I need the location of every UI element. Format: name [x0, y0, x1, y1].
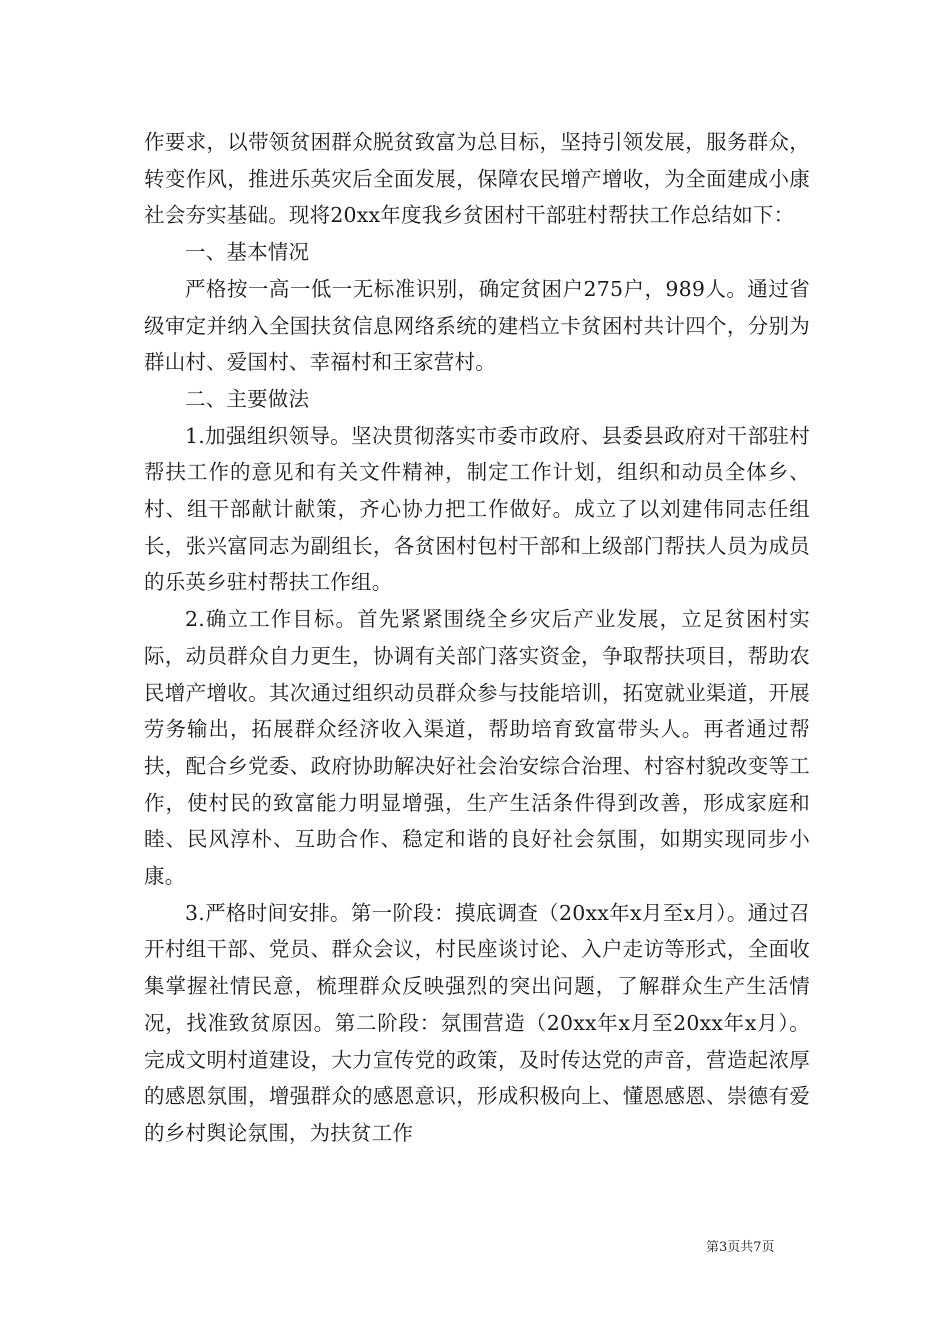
document-body [144, 124, 810, 1152]
section-heading-main-practices: 二、主要做法 [185, 386, 310, 411]
paragraph-basic-situation: 严格按一高一低一无标准识别，确定贫困户275户，989人。通过省级审定并纳入全国扶贫信息网络系统的建档立卡贫困村共计四个，分别为群山村、爱国村、幸福村和王家营村。 [144, 276, 810, 375]
page-number: 第3页共7页 [706, 1240, 775, 1255]
section-heading-basic-situation: 一、基本情况 [185, 240, 310, 265]
paragraph-work-goals: 2.确立工作目标。首先紧紧围绕全乡灾后产业发展，立足贫困村实际，动员群众自力更生，协调有关部门落实资金，争取帮扶项目，帮助农民增产增收。其次通过组织动员群众参与技能培训，拓宽就业渠道，开展劳务输出，拓展群众经济收入渠道，帮助培育致富带头人。再者通过帮扶，配合乡党委、政府协助解决好社会治安综合治理、村容村貌改变等工作，使村民的致富能力明显增强，生产生活条件得到改善，形成家庭和睦、民风淳朴、互助合作、稳定和谐的良好社会氛围，如期实现同步小康。 [144, 607, 810, 889]
paragraph-time-schedule: 3.严格时间安排。第一阶段：摸底调查（20xx年x月至x月）。通过召开村组干部、党员、群众会议，村民座谈讨论、入户走访等形式，全面收集掌握社情民意，梳理群众反映强烈的突出问题，了解群众生产生活情况，找准致贫原因。第二阶段：氛围营造（20xx年x月至20xx年x月）。完成文明村道建设，大力宣传党的政策，及时传达党的声音，营造起浓厚的感恩氛围，增强群众的感恩意识，形成积极向上、懂恩感恩、崇德有爱的乡村舆论氛围，为扶贫工作 [144, 900, 810, 1145]
paragraph-organization-leadership: 1.加强组织领导。坚决贯彻落实市委市政府、县委县政府对干部驻村帮扶工作的意见和有关文件精神，制定工作计划，组织和动员全体乡、村、组干部献计献策，齐心协力把工作做好。成立了以刘建伟同志任组长，张兴富同志为副组长，各贫困村包村干部和上级部门帮扶人员为成员的乐英乡驻村帮扶工作组。 [144, 423, 810, 595]
paragraph-continuation: 作要求，以带领贫困群众脱贫致富为总目标，坚持引领发展，服务群众，转变作风，推进乐英灾后全面发展，保障农民增产增收，为全面建成小康社会夯实基础。现将20xx年度我乡贫困村干部驻村帮扶工作总结如下： [144, 130, 810, 228]
